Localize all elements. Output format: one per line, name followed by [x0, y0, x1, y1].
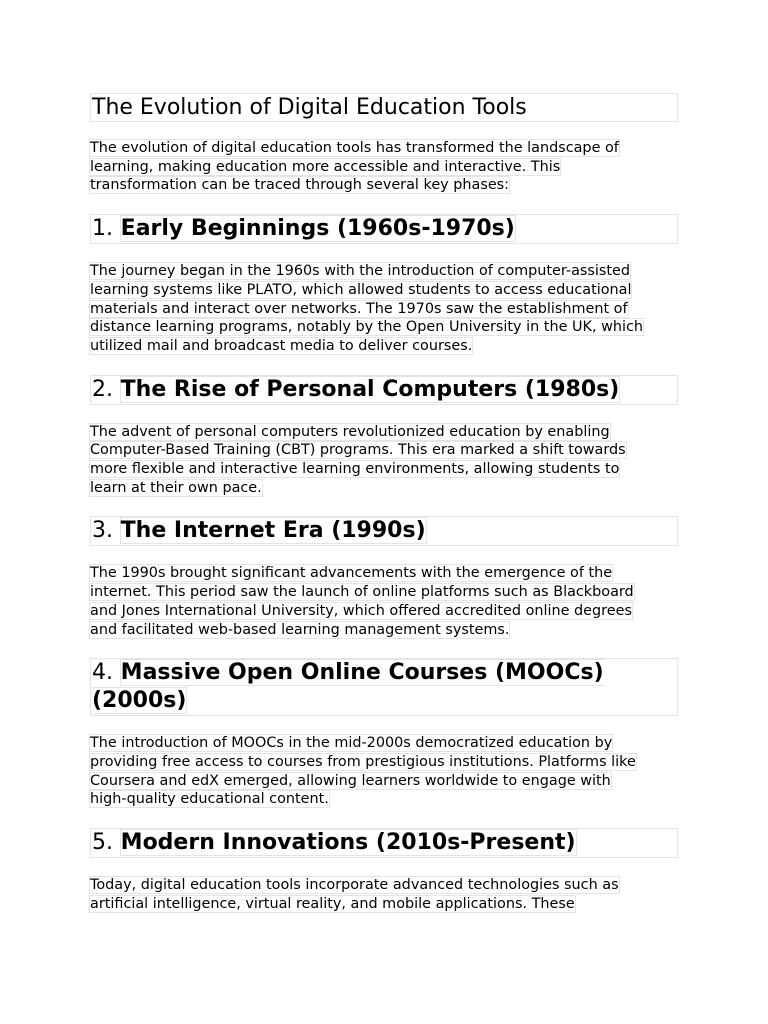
paragraph-line: Computer-Based Training (CBT) programs. This era marked a shift towards: [90, 442, 626, 459]
paragraph-line: and Jones International University, which offered accredited online degrees: [90, 602, 632, 619]
paragraph-line: internet. This period saw the launch of online platforms such as Blackboard: [90, 584, 634, 601]
section-heading-moocs: [90, 658, 678, 716]
paragraph-line: high-quality educational content.: [90, 791, 329, 808]
document-title: The Evolution of Digital Education Tools: [90, 93, 678, 122]
intro-line: The evolution of digital education tools has transformed the landscape of: [90, 140, 619, 156]
paragraph-line: learn at their own pace.: [90, 479, 262, 496]
paragraph-line: and facilitated web-based learning management systems.: [90, 621, 510, 638]
section-heading-text: Massive Open Online Courses (MOOCs) (2000s): [92, 660, 604, 714]
intro-line: learning, making education more accessible and interactive. This: [90, 158, 561, 175]
section-heading-text: Early Beginnings (1960s-1970s): [120, 216, 515, 242]
section-heading-internet-era: [90, 516, 678, 546]
paragraph-line: learning systems like PLATO, which allowed students to access educational: [90, 281, 632, 298]
paragraph-line: utilized mail and broadcast media to deliver courses.: [90, 337, 473, 354]
section-number: 3.: [92, 518, 113, 544]
paragraph-line: more flexible and interactive learning environments, allowing students to: [90, 461, 620, 478]
section-number: 2.: [92, 376, 113, 402]
section-heading-text: The Rise of Personal Computers (1980s): [120, 376, 620, 402]
section-heading-early-beginnings: [90, 214, 678, 244]
section-paragraph-personal-computers: [90, 423, 678, 498]
paragraph-line: providing free access to courses from prestigious institutions. Platforms like: [90, 753, 636, 770]
paragraph-line: The introduction of MOOCs in the mid-2000s democratized education by: [90, 735, 613, 752]
intro-line: transformation can be traced through several key phases:: [90, 177, 510, 194]
section-paragraph-moocs: [90, 734, 678, 809]
paragraph-line: distance learning programs, notably by the Open University in the UK, which: [90, 319, 644, 336]
intro-paragraph: [90, 139, 678, 195]
paragraph-line: artificial intelligence, virtual reality, and mobile applications. These: [90, 895, 575, 912]
paragraph-line: Today, digital education tools incorporate advanced technologies such as: [90, 877, 619, 894]
section-paragraph-internet-era: [90, 564, 678, 639]
section-heading-text: The Internet Era (1990s): [120, 518, 426, 544]
section-number: 1.: [92, 216, 113, 242]
document-body: [90, 93, 678, 913]
section-paragraph-early-beginnings: [90, 262, 678, 356]
section-heading-text: Modern Innovations (2010s-Present): [120, 830, 576, 856]
section-heading-personal-computers: [90, 375, 678, 405]
paragraph-line: materials and interact over networks. The 1970s saw the establishment of: [90, 300, 628, 317]
section-number: 5.: [92, 830, 113, 856]
section-number: 4.: [92, 660, 113, 686]
paragraph-line: The journey began in the 1960s with the introduction of computer-assisted: [90, 263, 631, 280]
section-heading-modern-innovations: [90, 828, 678, 858]
paragraph-line: The advent of personal computers revolutionized education by enabling: [90, 423, 610, 440]
paragraph-line: The 1990s brought significant advancements with the emergence of the: [90, 565, 613, 582]
paragraph-line: Coursera and edX emerged, allowing learners worldwide to engage with: [90, 772, 611, 789]
section-paragraph-modern-innovations: [90, 876, 678, 913]
